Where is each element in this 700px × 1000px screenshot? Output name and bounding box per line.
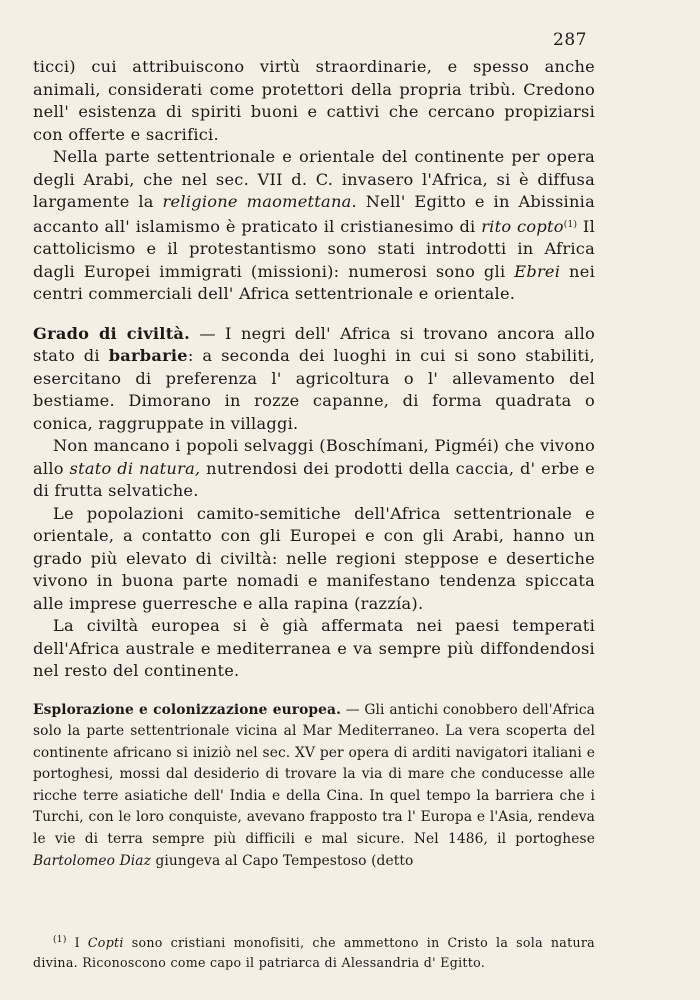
page-body: [33, 56, 595, 872]
paragraph-7: [33, 700, 595, 873]
small-text: [33, 700, 595, 873]
main-text: [33, 56, 595, 683]
text-run: Nella parte settentrionale e orientale del continente per opera degli Arabi, che nel sec. VII d. C. invasero l'Africa, si è diffusa largamente la: [33, 147, 595, 211]
emphasis: religione maomettana: [162, 192, 352, 211]
footnote-ref: (1): [563, 219, 578, 230]
emphasis: Copti: [87, 935, 124, 950]
page-number: 287: [553, 30, 587, 50]
paragraph-6: La civiltà europea si è già affermata nei paesi temperati dell'Africa australe e mediterranea e va sempre più diffondendosi nel resto del continente.: [33, 616, 595, 680]
emphasis: Bartolomeo Diaz: [33, 852, 151, 869]
text-run: Non mancano i popoli selvaggi (Boschímani, Pigméi) che vivono allo: [33, 436, 595, 478]
footnote: [33, 931, 595, 972]
section-heading: Esplorazione e colonizzazione europea.: [33, 701, 341, 718]
text-run: giungeva al Capo Tempestoso (detto: [150, 852, 414, 869]
text-run: sono cristiani monofisiti, che ammettono in Cristo la sola natura divina. Riconoscono come capo il patriarca di Alessandria d' Egitto.: [33, 935, 595, 970]
text-run: Il cattolicismo e il protestantismo sono stati introdotti in Africa dagli Europei immigrati (missioni): numerosi sono gli: [33, 216, 595, 281]
text-run: I: [66, 935, 88, 950]
emphasis: rito copto: [481, 216, 564, 236]
footnote-marker: (1): [53, 935, 67, 945]
paragraph-2: [33, 146, 595, 306]
paragraph-3: [33, 323, 595, 436]
section-heading: Grado di civiltà.: [33, 323, 191, 343]
text-run: . Nell' Egitto e in Abissinia accanto all' islamismo è praticato il cristianesimo di: [33, 192, 595, 236]
paragraph-1: ticci) cui attribuiscono virtù straordinarie, e spesso anche animali, considerati come protettori della propria tribù. Credono nell' esistenza di spiriti buoni e cattivi che cercano propiziarsi con offerte e sacrifici.: [33, 57, 595, 144]
bold-term: barbarie: [108, 346, 188, 365]
text-run: nutrendosi dei prodotti della caccia, d' erbe e di frutta selvatiche.: [33, 458, 595, 500]
emphasis: stato di natura,: [69, 458, 201, 478]
text-run: — I negri dell' Africa si trovano ancora allo stato di: [33, 323, 595, 365]
paragraph-5: Le popolazioni camito-semitiche dell'Africa settentrionale e orientale, a contatto con gli Europei e con gli Arabi, hanno un grado più elevato di civiltà: nelle regioni steppose e desertiche vivono in buona parte nomadi e manifestano tendenza spiccata alle imprese guerresche e alla rapina (razzía).: [33, 503, 595, 613]
text-run: : a seconda dei luoghi in cui si sono stabiliti, esercitano di preferenza l' agricoltura o l' allevamento del bestiame. Dimorano in rozze capanne, di forma quadrata o conica, raggruppate in villaggi.: [33, 346, 596, 433]
text-run: — Gli antichi conobbero dell'Africa solo la parte settentrionale vicina al Mar Mediterraneo. La vera scoperta del continente africano si iniziò nel sec. XV per opera di arditi navigatori italiani e portoghesi, mossi dal desiderio di trovare la via di mare che conducesse alle ricche terre asiatiche dell' India e della Cina. In quel tempo la barriera che i Turchi, con le loro conquiste, avevano frapposto tra l' Europa e l'Asia, rendeva le vie di terra sempre più difficili e mal sicure. Nel 1486, il portoghese: [33, 701, 595, 848]
paragraph-4: [33, 435, 595, 503]
emphasis: Ebrei: [514, 261, 561, 281]
text-run: nei centri commerciali dell' Africa settentrionale e orientale.: [33, 261, 595, 303]
